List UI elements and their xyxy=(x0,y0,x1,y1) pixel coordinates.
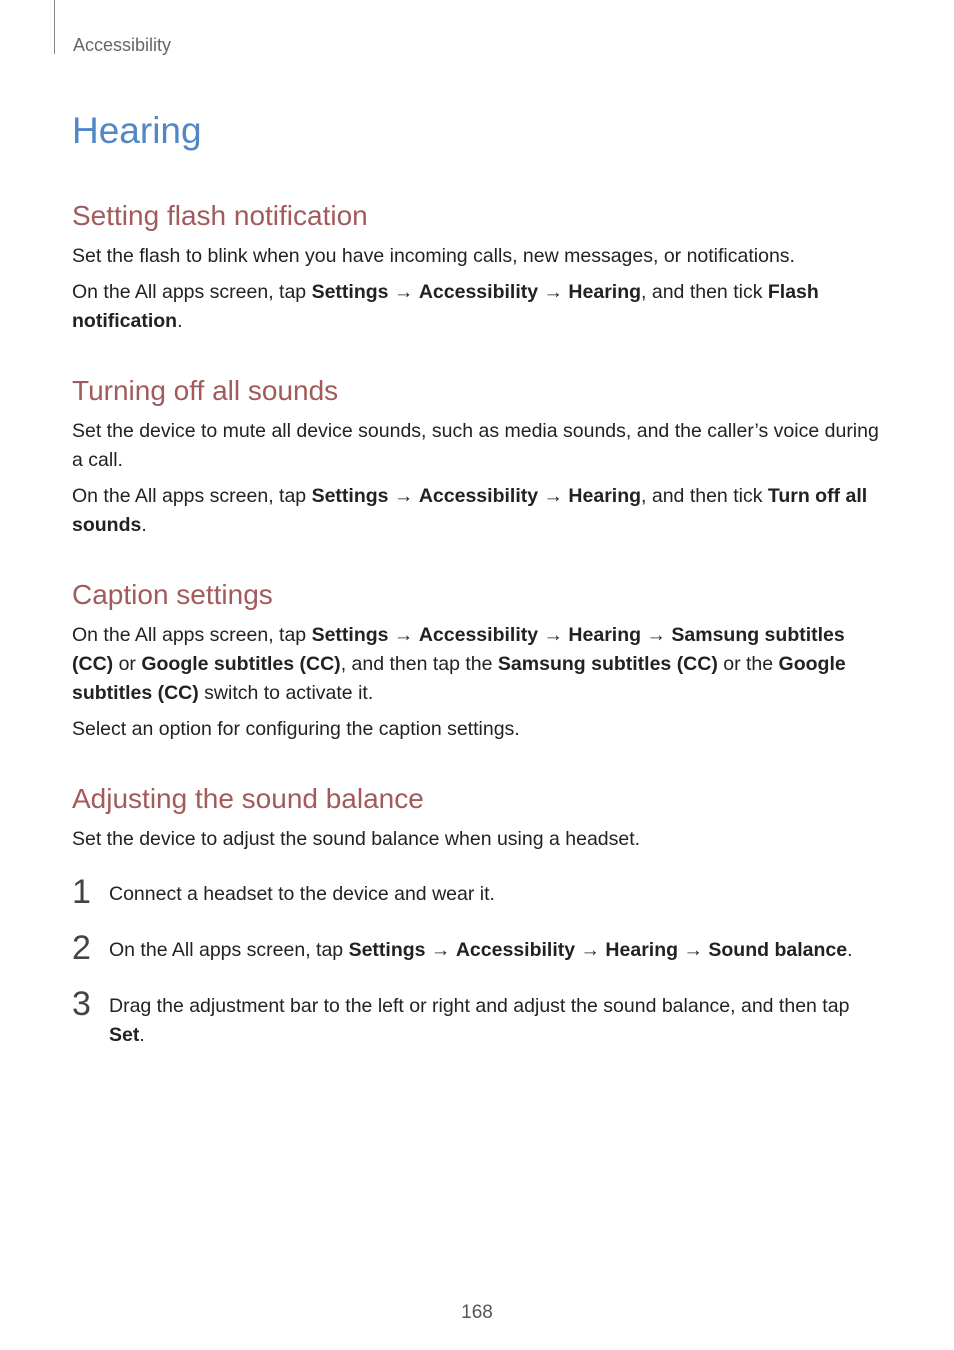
menu-path-sound-balance: Sound balance xyxy=(708,939,848,961)
section-sound-balance xyxy=(72,781,882,854)
section-heading: Adjusting the sound balance xyxy=(72,783,424,814)
menu-path-hearing: Hearing xyxy=(568,281,642,303)
step-text: Connect a headset to the device and wear it. xyxy=(109,883,495,905)
section-flash-notification xyxy=(72,198,882,336)
paragraph: Set the device to mute all device sounds, such as media sounds, and the caller’s voice during a call. xyxy=(72,420,879,471)
menu-path-settings: Settings xyxy=(311,485,389,507)
menu-path-accessibility: Accessibility xyxy=(455,939,576,961)
section-heading: Turning off all sounds xyxy=(72,375,339,406)
menu-path-accessibility: Accessibility xyxy=(418,485,539,507)
menu-path-samsung-subtitles: Samsung subtitles (CC) xyxy=(72,624,845,675)
paragraph: Set the device to adjust the sound balance when using a headset. xyxy=(72,828,641,850)
switch-google-subtitles: Google subtitles (CC) xyxy=(72,653,846,704)
menu-path-accessibility: Accessibility xyxy=(418,281,539,303)
paragraph: Select an option for configuring the caption settings. xyxy=(72,718,520,740)
section-caption-settings xyxy=(72,577,882,744)
option-flash-notification: Flash notification xyxy=(72,281,819,332)
menu-path-hearing: Hearing xyxy=(568,485,642,507)
switch-samsung-subtitles: Samsung subtitles (CC) xyxy=(497,653,718,675)
section-heading: Caption settings xyxy=(72,579,273,610)
step-item xyxy=(72,874,882,930)
step-item xyxy=(72,930,882,986)
section-turn-off-sounds xyxy=(72,373,882,540)
menu-path-accessibility: Accessibility xyxy=(418,624,539,646)
menu-path-settings: Settings xyxy=(311,624,389,646)
step-number: 1 xyxy=(72,873,91,911)
paragraph: Set the flash to blink when you have incoming calls, new messages, or notifications. xyxy=(72,245,795,267)
running-header: Accessibility xyxy=(73,35,172,55)
section-heading: Setting flash notification xyxy=(72,200,368,231)
menu-path-google-subtitles: Google subtitles (CC) xyxy=(141,653,341,675)
option-turn-off-all-sounds: Turn off all sounds xyxy=(72,485,868,536)
steps-list xyxy=(72,874,882,1050)
header-rule xyxy=(54,0,55,54)
step-text: Drag the adjustment bar to the left or right and adjust the sound balance, and then tap Set. xyxy=(109,995,850,1046)
step-item xyxy=(72,986,882,1050)
step-text: On the All apps screen, tap Settings → Accessibility → Hearing → Sound balance. xyxy=(109,939,853,961)
menu-path-hearing: Hearing xyxy=(605,939,679,961)
menu-path-settings: Settings xyxy=(348,939,426,961)
button-label-set: Set xyxy=(109,1024,140,1046)
step-number: 3 xyxy=(72,985,91,1023)
instruction-paragraph: On the All apps screen, tap Settings → Accessibility → Hearing → Samsung subtitles (CC) or Google subtitles (CC), and then tap the Samsung subtitles (CC) or the Google subtitles (CC) switch to activate it. xyxy=(72,624,846,704)
step-number: 2 xyxy=(72,929,91,967)
page-number: 168 xyxy=(461,1302,493,1323)
menu-path-hearing: Hearing xyxy=(568,624,642,646)
page-title: Hearing xyxy=(72,110,202,151)
instruction-paragraph: On the All apps screen, tap Settings → Accessibility → Hearing, and then tick Flash notification. xyxy=(72,281,819,332)
menu-path-settings: Settings xyxy=(311,281,389,303)
instruction-paragraph: On the All apps screen, tap Settings → Accessibility → Hearing, and then tick Turn off all sounds. xyxy=(72,485,868,536)
